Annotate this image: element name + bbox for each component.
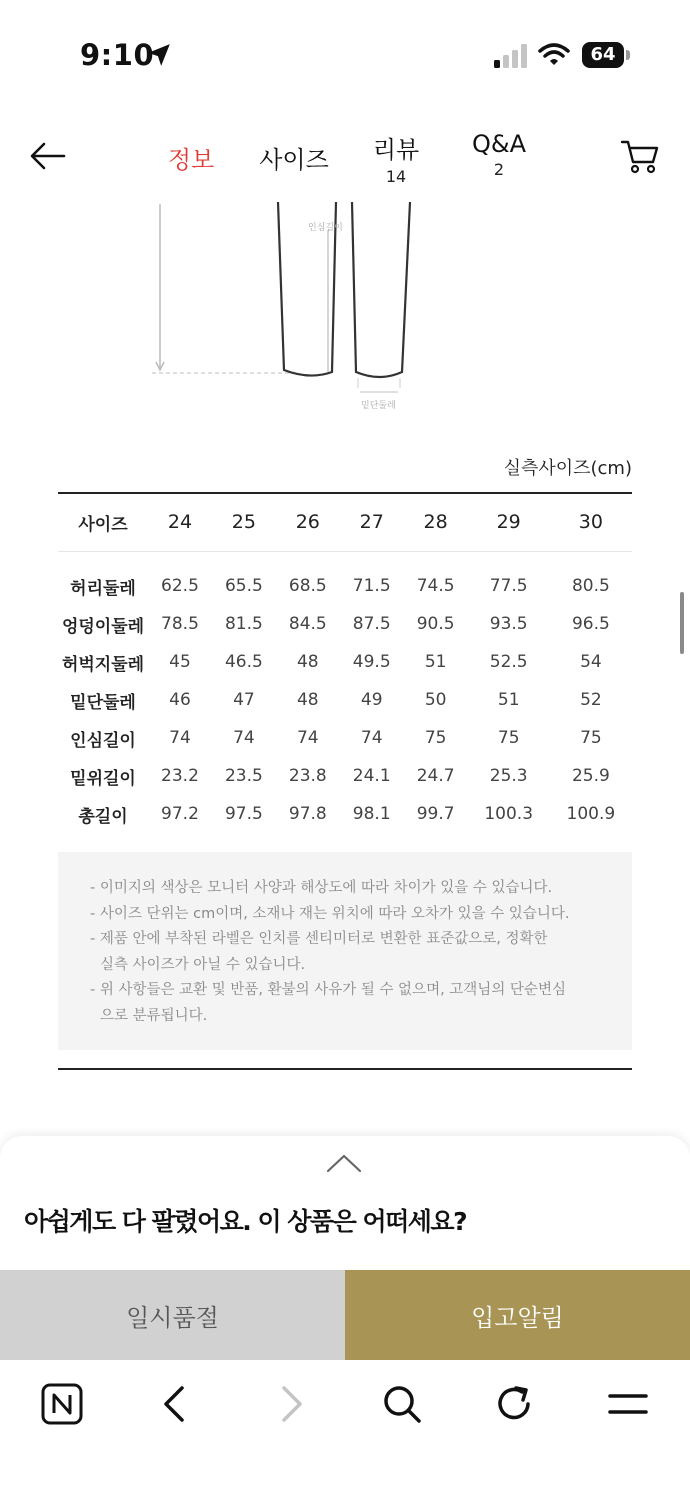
table-cell: 24.7 xyxy=(416,766,455,786)
naver-n-icon[interactable] xyxy=(40,1382,84,1426)
battery-level: 64 xyxy=(582,42,624,68)
table-cell: 23.2 xyxy=(161,766,199,786)
table-cell: 51 xyxy=(497,690,520,710)
table-cell: 74 xyxy=(233,728,255,748)
status-time: 9:10 xyxy=(80,38,155,72)
table-cell: 52 xyxy=(580,690,602,710)
table-cell: 75 xyxy=(497,728,520,748)
table-cell: 74.5 xyxy=(416,576,455,596)
table-cell: 74 xyxy=(169,728,191,748)
table-cell: 100.3 xyxy=(484,804,534,824)
table-cell: 80.5 xyxy=(571,576,610,596)
table-header-cell: 사이즈 xyxy=(58,493,148,551)
table-cell: 75 xyxy=(580,728,602,748)
search-icon[interactable] xyxy=(380,1382,424,1426)
table-cell: 97.2 xyxy=(161,804,199,824)
table-cell: 74 xyxy=(296,728,319,748)
back-arrow-icon[interactable] xyxy=(154,1382,198,1426)
row-label: 허벅지둘레 xyxy=(61,654,145,675)
table-cell: 24.1 xyxy=(352,766,391,786)
table-cell: 75 xyxy=(424,728,447,748)
unit-note: 실측사이즈(cm) xyxy=(503,458,632,479)
row-label: 총길이 xyxy=(78,806,128,827)
browser-toolbar xyxy=(0,1360,690,1500)
table-row xyxy=(58,719,632,757)
row-label: 밑위길이 xyxy=(70,768,136,789)
table-header-cell: 29 xyxy=(468,493,550,551)
cart-icon[interactable] xyxy=(620,136,660,176)
cellular-signal-icon xyxy=(494,44,530,68)
size-notice-box xyxy=(58,852,632,1050)
table-cell: 97.8 xyxy=(288,804,327,824)
table-cell: 99.7 xyxy=(416,804,455,824)
sold-out-message: 아쉽게도 다 팔렸어요. 이 상품은 어떠세요? xyxy=(24,1207,467,1236)
table-cell: 49.5 xyxy=(352,652,391,672)
table-cell: 71.5 xyxy=(352,576,391,596)
table-cell: 47 xyxy=(233,690,255,710)
table-row xyxy=(58,681,632,719)
size-chart-table xyxy=(58,492,632,833)
notice-line: - 위 사항들은 교환 및 반품, 환불의 사유가 될 수 없으며, 고객님의 단순변심 xyxy=(90,982,566,998)
tab-review[interactable] xyxy=(364,130,428,186)
table-cell: 97.5 xyxy=(224,804,263,824)
tab-info[interactable] xyxy=(160,140,222,175)
table-cell: 52.5 xyxy=(489,652,528,672)
notice-line: - 사이즈 단위는 cm이며, 소재나 재는 위치에 따라 오차가 있을 수 있습니다. xyxy=(90,905,570,922)
tab-qa[interactable] xyxy=(466,130,532,179)
location-arrow-icon xyxy=(146,42,172,68)
table-row xyxy=(58,605,632,643)
notice-line: - 제품 안에 부착된 라벨은 인치를 센티미터로 변환한 표준값으로, 정확한 xyxy=(90,931,548,947)
table-cell: 65.5 xyxy=(224,576,263,596)
notice-line: 실측 사이즈가 아닐 수 있습니다. xyxy=(100,956,306,973)
tab-qa-label: Q&A xyxy=(471,130,527,158)
inseam-label: 인심길이 xyxy=(308,223,343,233)
table-cell: 78.5 xyxy=(161,614,199,634)
sold-out-button[interactable]: 일시품절 xyxy=(0,1270,345,1360)
divider xyxy=(58,1068,632,1070)
table-header-cell: 24 xyxy=(148,493,212,551)
tab-review-label: 리뷰 xyxy=(372,136,420,164)
product-header xyxy=(0,120,690,200)
status-bar xyxy=(0,0,690,110)
restock-alert-button[interactable]: 입고알림 xyxy=(345,1270,690,1360)
table-cell: 25.3 xyxy=(489,766,528,786)
pants-measurement-illustration xyxy=(140,200,440,420)
wifi-icon xyxy=(538,43,570,67)
battery-icon xyxy=(582,42,630,68)
row-label: 엉덩이둘레 xyxy=(61,616,145,637)
table-header-cell: 27 xyxy=(340,493,404,551)
table-header-cell: 28 xyxy=(404,493,468,551)
table-cell: 25.9 xyxy=(571,766,610,786)
tab-size[interactable] xyxy=(254,140,334,175)
table-cell: 90.5 xyxy=(416,614,455,634)
table-cell: 87.5 xyxy=(352,614,391,634)
table-cell: 68.5 xyxy=(288,576,327,596)
table-row xyxy=(58,795,632,833)
forward-arrow-icon[interactable] xyxy=(268,1382,312,1426)
table-row xyxy=(58,757,632,795)
refresh-icon[interactable] xyxy=(492,1382,536,1426)
table-cell: 48 xyxy=(296,652,319,672)
table-cell: 100.9 xyxy=(566,804,616,824)
hem-label: 밑단둘레 xyxy=(361,401,396,411)
table-cell: 81.5 xyxy=(224,614,263,634)
table-cell: 45 xyxy=(169,652,191,672)
table-cell: 49 xyxy=(360,690,383,710)
table-header-cell: 26 xyxy=(276,493,340,551)
tab-qa-count: 2 xyxy=(493,160,505,179)
table-cell: 84.5 xyxy=(288,614,327,634)
table-header-cell: 25 xyxy=(212,493,276,551)
table-cell: 54 xyxy=(580,652,602,672)
notice-line: - 이미지의 색상은 모니터 사양과 해상도에 따라 차이가 있을 수 있습니다. xyxy=(90,880,553,896)
table-cell: 23.5 xyxy=(224,766,263,786)
table-cell: 96.5 xyxy=(571,614,610,634)
row-label: 밑단둘레 xyxy=(70,692,136,713)
table-cell: 23.8 xyxy=(288,766,327,786)
table-cell: 77.5 xyxy=(489,576,528,596)
table-cell: 98.1 xyxy=(352,804,391,824)
scrollbar[interactable] xyxy=(680,592,684,654)
table-header-cell: 30 xyxy=(550,493,632,551)
table-cell: 93.5 xyxy=(489,614,528,634)
tab-info-label: 정보 xyxy=(167,146,215,174)
menu-icon[interactable] xyxy=(606,1382,650,1426)
table-cell: 50 xyxy=(424,690,447,710)
chevron-up-icon[interactable] xyxy=(326,1152,362,1174)
table-row xyxy=(58,567,632,605)
table-cell: 62.5 xyxy=(161,576,199,596)
notice-line: 으로 분류됩니다. xyxy=(100,1007,208,1024)
table-cell: 46.5 xyxy=(224,652,263,672)
back-arrow-icon[interactable] xyxy=(28,136,68,176)
tab-review-count: 14 xyxy=(385,167,407,186)
table-row xyxy=(58,643,632,681)
table-cell: 74 xyxy=(360,728,383,748)
table-cell: 48 xyxy=(296,690,319,710)
table-cell: 51 xyxy=(424,652,447,672)
tab-size-label: 사이즈 xyxy=(259,146,329,174)
row-label: 인심길이 xyxy=(70,730,136,751)
table-cell: 46 xyxy=(169,690,191,710)
row-label: 허리둘레 xyxy=(70,578,136,599)
table-header-row xyxy=(58,493,632,551)
